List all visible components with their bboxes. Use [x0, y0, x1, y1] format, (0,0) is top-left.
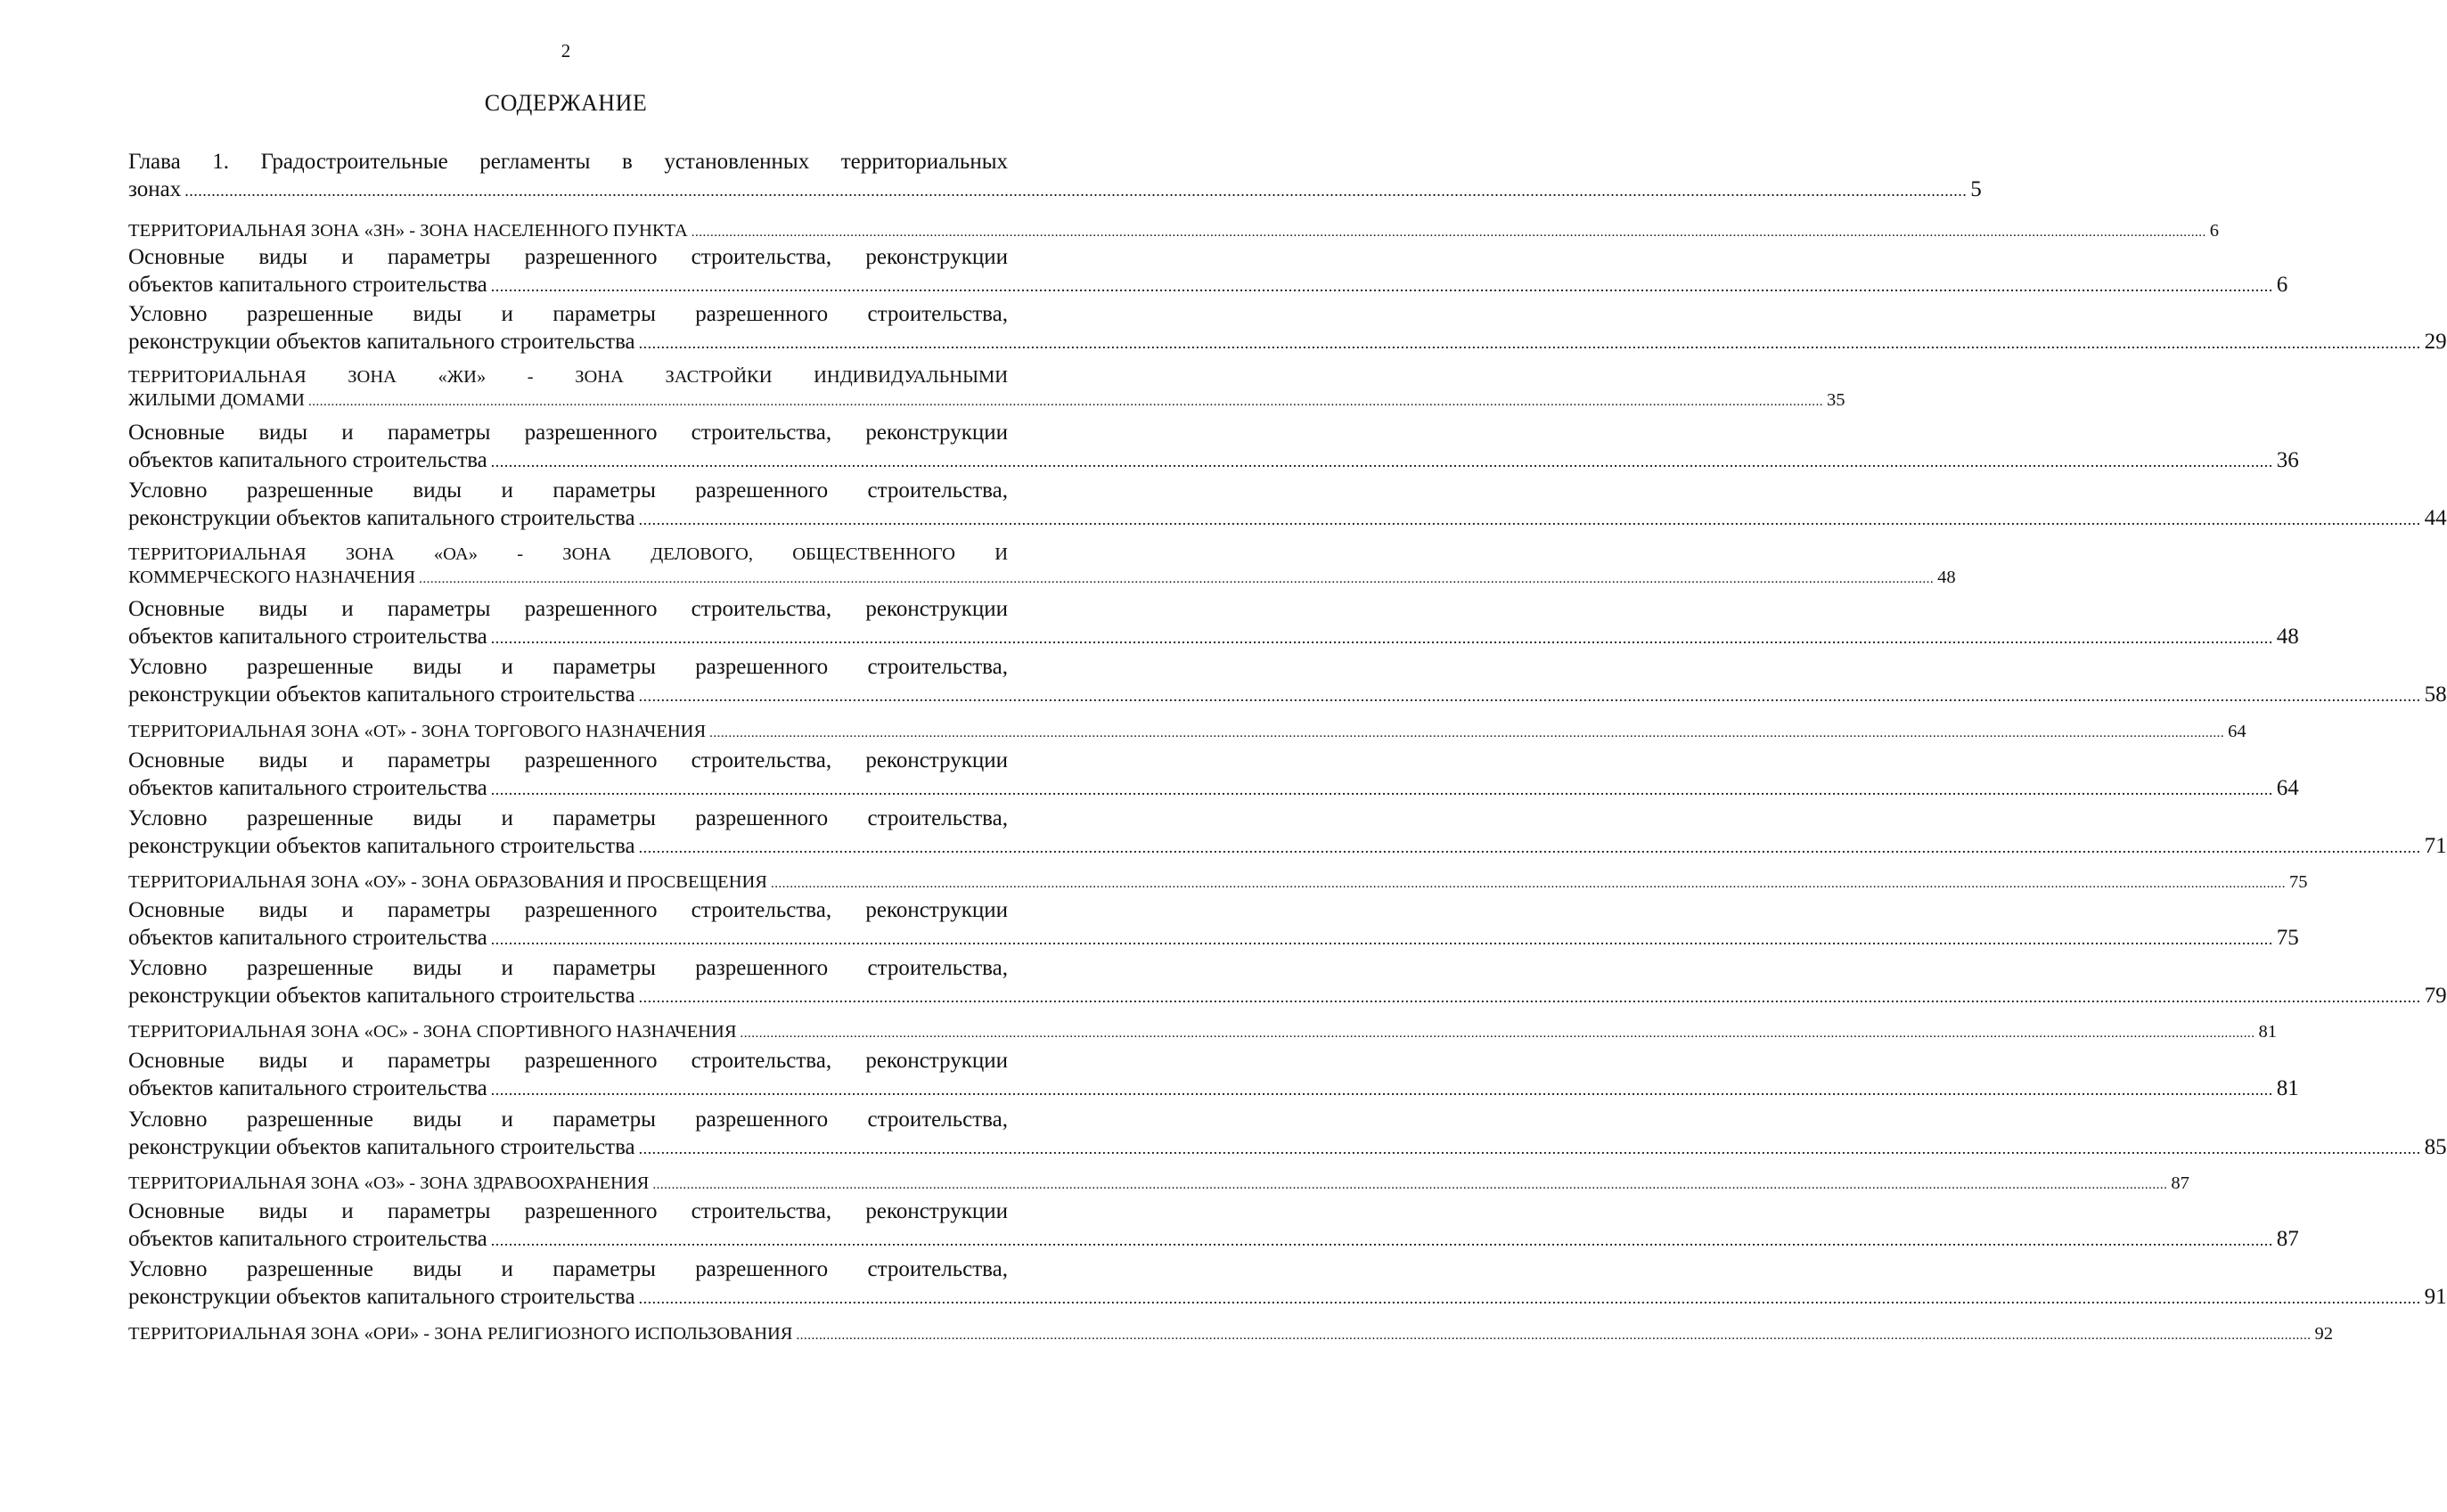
dot-leader: ................................................................................................................................................................................................................................................................................................................................................................................................................ — [770, 877, 2286, 891]
toc-page-number: 29 — [2424, 330, 2447, 354]
dot-leader: ................................................................................................................................................................................................................................................................................................................................................................................................................ — [638, 988, 2421, 1006]
dot-leader: ................................................................................................................................................................................................................................................................................................................................................................................................................ — [638, 838, 2421, 856]
toc-entry-line1: Основные виды и параметры разрешенного строительства, реконструкции — [128, 597, 1008, 621]
toc-entry-line1: ТЕРРИТОРИАЛЬНАЯ ЗОНА «ОА» - ЗОНА ДЕЛОВОГО, ОБЩЕСТВЕННОГО И — [128, 544, 1008, 564]
toc-entry[interactable] — [128, 870, 2308, 895]
toc-entry-line1: Условно разрешенные виды и параметры разрешенного строительства, — [128, 655, 1008, 679]
toc-page-number: 81 — [2258, 1022, 2278, 1042]
dot-leader: ................................................................................................................................................................................................................................................................................................................................................................................................................ — [490, 453, 2273, 470]
toc-page-number: 81 — [2276, 1076, 2299, 1100]
toc-page-number: 6 — [2276, 273, 2288, 297]
toc-page-number: 71 — [2424, 834, 2447, 858]
toc-page-number: 87 — [2171, 1173, 2189, 1193]
toc-entry[interactable] — [128, 595, 2299, 652]
dot-leader: ................................................................................................................................................................................................................................................................................................................................................................................................................ — [638, 1289, 2421, 1307]
dot-leader: ................................................................................................................................................................................................................................................................................................................................................................................................................ — [740, 1026, 2255, 1041]
toc-entry[interactable] — [128, 747, 2299, 804]
toc-entry-line2: реконструкции объектов капитального строительства — [128, 1285, 635, 1309]
dot-leader: ................................................................................................................................................................................................................................................................................................................................................................................................................ — [691, 225, 2206, 240]
dot-leader: ................................................................................................................................................................................................................................................................................................................................................................................................................ — [184, 182, 1968, 200]
toc-page-number: 85 — [2424, 1135, 2447, 1159]
toc-entry-line1: Глава 1. Градостроительные регламенты в установленных территориальных — [128, 150, 1008, 174]
toc-entry-line2: ЖИЛЫМИ ДОМАМИ — [128, 390, 305, 410]
toc-entry-line1: Условно разрешенные виды и параметры разрешенного строительства, — [128, 478, 1008, 503]
toc-entry-line2: ТЕРРИТОРИАЛЬНАЯ ЗОНА «ОТ» - ЗОНА ТОРГОВОГО НАЗНАЧЕНИЯ — [128, 722, 707, 741]
toc-page-number: 36 — [2276, 448, 2299, 472]
toc-entry-line2: ТЕРРИТОРИАЛЬНАЯ ЗОНА «ОЗ» - ЗОНА ЗДРАВООХРАНЕНИЯ — [128, 1173, 650, 1193]
toc-entry[interactable] — [128, 543, 1956, 591]
toc-entry-line1: ТЕРРИТОРИАЛЬНАЯ ЗОНА «ЖИ» - ЗОНА ЗАСТРОЙКИ ИНДИВИДУАЛЬНЫМИ — [128, 367, 1008, 387]
dot-leader: ................................................................................................................................................................................................................................................................................................................................................................................................................ — [638, 687, 2421, 705]
toc-entry-line2: реконструкции объектов капитального строительства — [128, 330, 635, 354]
toc-entry-line2: объектов капитального строительства — [128, 1076, 487, 1100]
page-title: СОДЕРЖАНИЕ — [484, 90, 648, 116]
toc-entry-line1: Основные виды и параметры разрешенного строительства, реконструкции — [128, 421, 1008, 445]
toc-entry[interactable] — [128, 477, 2447, 534]
toc-entry-line1: Основные виды и параметры разрешенного строительства, реконструкции — [128, 1049, 1008, 1073]
toc-page-number: 79 — [2424, 984, 2447, 1008]
toc-page-number: 75 — [2276, 926, 2299, 950]
toc-entry[interactable] — [128, 219, 2220, 244]
toc-entry[interactable] — [128, 896, 2299, 953]
toc-entry[interactable] — [128, 653, 2447, 710]
toc-entry-line1: Условно разрешенные виды и параметры разрешенного строительства, — [128, 956, 1008, 980]
toc-entry-line2: ТЕРРИТОРИАЛЬНАЯ ЗОНА «ОУ» - ЗОНА ОБРАЗОВАНИЯ И ПРОСВЕЩЕНИЯ — [128, 872, 767, 892]
toc-entry[interactable] — [128, 805, 2447, 862]
toc-entry[interactable] — [128, 243, 2288, 300]
dot-leader: ................................................................................................................................................................................................................................................................................................................................................................................................................ — [490, 277, 2273, 295]
dot-leader: ................................................................................................................................................................................................................................................................................................................................................................................................................ — [709, 726, 2225, 740]
toc-entry-line2: объектов капитального строительства — [128, 776, 487, 800]
toc-entry-line2: реконструкции объектов капитального строительства — [128, 834, 635, 858]
page-number: 2 — [561, 40, 571, 61]
toc-page-number: 91 — [2424, 1285, 2447, 1309]
toc-entry-line2: объектов капитального строительства — [128, 1227, 487, 1251]
toc-entry-line2: объектов капитального строительства — [128, 625, 487, 649]
dot-leader: ................................................................................................................................................................................................................................................................................................................................................................................................................ — [419, 572, 1935, 586]
toc-page-number: 64 — [2228, 722, 2246, 741]
toc-entry-line1: Условно разрешенные виды и параметры разрешенного строительства, — [128, 302, 1008, 326]
toc-page-number: 5 — [1970, 177, 1982, 201]
toc-page-number: 58 — [2424, 682, 2447, 707]
toc-entry-line2: реконструкции объектов капитального строительства — [128, 984, 635, 1008]
dot-leader: ................................................................................................................................................................................................................................................................................................................................................................................................................ — [307, 395, 1823, 409]
toc-page-number: 48 — [2276, 625, 2299, 649]
toc-entry-line1: Основные виды и параметры разрешенного строительства, реконструкции — [128, 1199, 1008, 1223]
toc-page-number: 48 — [1937, 568, 1956, 587]
toc-entry-line2: ТЕРРИТОРИАЛЬНАЯ ЗОНА «ОРИ» - ЗОНА РЕЛИГИОЗНОГО ИСПОЛЬЗОВАНИЯ — [128, 1324, 793, 1344]
toc-entry[interactable] — [128, 1047, 2299, 1104]
toc-entry[interactable] — [128, 954, 2447, 1011]
toc-entry-line2: объектов капитального строительства — [128, 273, 487, 297]
dot-leader: ................................................................................................................................................................................................................................................................................................................................................................................................................ — [490, 629, 2273, 647]
toc-entry-line1: Условно разрешенные виды и параметры разрешенного строительства, — [128, 1107, 1008, 1132]
dot-leader: ................................................................................................................................................................................................................................................................................................................................................................................................................ — [638, 334, 2421, 352]
toc-entry[interactable] — [128, 1197, 2299, 1255]
dot-leader: ................................................................................................................................................................................................................................................................................................................................................................................................................ — [490, 1231, 2273, 1249]
toc-page-number: 92 — [2314, 1324, 2333, 1344]
toc-entry-line2: ТЕРРИТОРИАЛЬНАЯ ЗОНА «ЗН» - ЗОНА НАСЕЛЕННОГО ПУНКТА — [128, 221, 688, 241]
toc-page-number: 35 — [1826, 390, 1845, 410]
toc-entry-line1: Основные виды и параметры разрешенного строительства, реконструкции — [128, 245, 1008, 269]
dot-leader: ................................................................................................................................................................................................................................................................................................................................................................................................................ — [490, 781, 2273, 798]
toc-entry-line1: Основные виды и параметры разрешенного строительства, реконструкции — [128, 898, 1008, 922]
toc-page-number: 87 — [2276, 1227, 2299, 1251]
toc-entry[interactable] — [128, 1020, 2278, 1045]
toc-entry[interactable] — [128, 365, 1845, 413]
toc-page-number: 44 — [2424, 506, 2447, 530]
toc-entry-line1: Основные виды и параметры разрешенного строительства, реконструкции — [128, 748, 1008, 772]
toc-entry-line2: ТЕРРИТОРИАЛЬНАЯ ЗОНА «ОС» - ЗОНА СПОРТИВНОГО НАЗНАЧЕНИЯ — [128, 1022, 737, 1042]
dot-leader: ................................................................................................................................................................................................................................................................................................................................................................................................................ — [638, 1140, 2421, 1157]
toc-entry[interactable] — [128, 1322, 2333, 1347]
toc-page-number: 75 — [2288, 872, 2308, 892]
toc-entry-line2: объектов капитального строительства — [128, 926, 487, 950]
dot-leader: ................................................................................................................................................................................................................................................................................................................................................................................................................ — [490, 1081, 2273, 1099]
toc-entry-line2: реконструкции объектов капитального строительства — [128, 1135, 635, 1159]
dot-leader: ................................................................................................................................................................................................................................................................................................................................................................................................................ — [652, 1178, 2168, 1192]
toc-entry[interactable] — [128, 1106, 2447, 1163]
toc-entry-line1: Условно разрешенные виды и параметры разрешенного строительства, — [128, 806, 1008, 830]
dot-leader: ................................................................................................................................................................................................................................................................................................................................................................................................................ — [796, 1328, 2312, 1343]
toc-entry[interactable] — [128, 1255, 2447, 1312]
toc-entry[interactable] — [128, 1172, 2189, 1197]
toc-page-number: 6 — [2209, 221, 2220, 241]
toc-entry[interactable] — [128, 720, 2246, 745]
toc-entry-line1: Условно разрешенные виды и параметры разрешенного строительства, — [128, 1257, 1008, 1281]
toc-entry-line2: зонах — [128, 177, 182, 201]
toc-page-number: 64 — [2276, 776, 2299, 800]
dot-leader: ................................................................................................................................................................................................................................................................................................................................................................................................................ — [638, 511, 2421, 528]
toc-entry[interactable] — [128, 148, 1982, 205]
toc-entry-line2: КОММЕРЧЕСКОГО НАЗНАЧЕНИЯ — [128, 568, 416, 587]
toc-entry-line2: объектов капитального строительства — [128, 448, 487, 472]
toc-entry-line2: реконструкции объектов капитального строительства — [128, 682, 635, 707]
toc-entry[interactable] — [128, 419, 2299, 476]
dot-leader: ................................................................................................................................................................................................................................................................................................................................................................................................................ — [490, 930, 2273, 948]
toc-entry[interactable] — [128, 300, 2447, 357]
toc-entry-line2: реконструкции объектов капитального строительства — [128, 506, 635, 530]
